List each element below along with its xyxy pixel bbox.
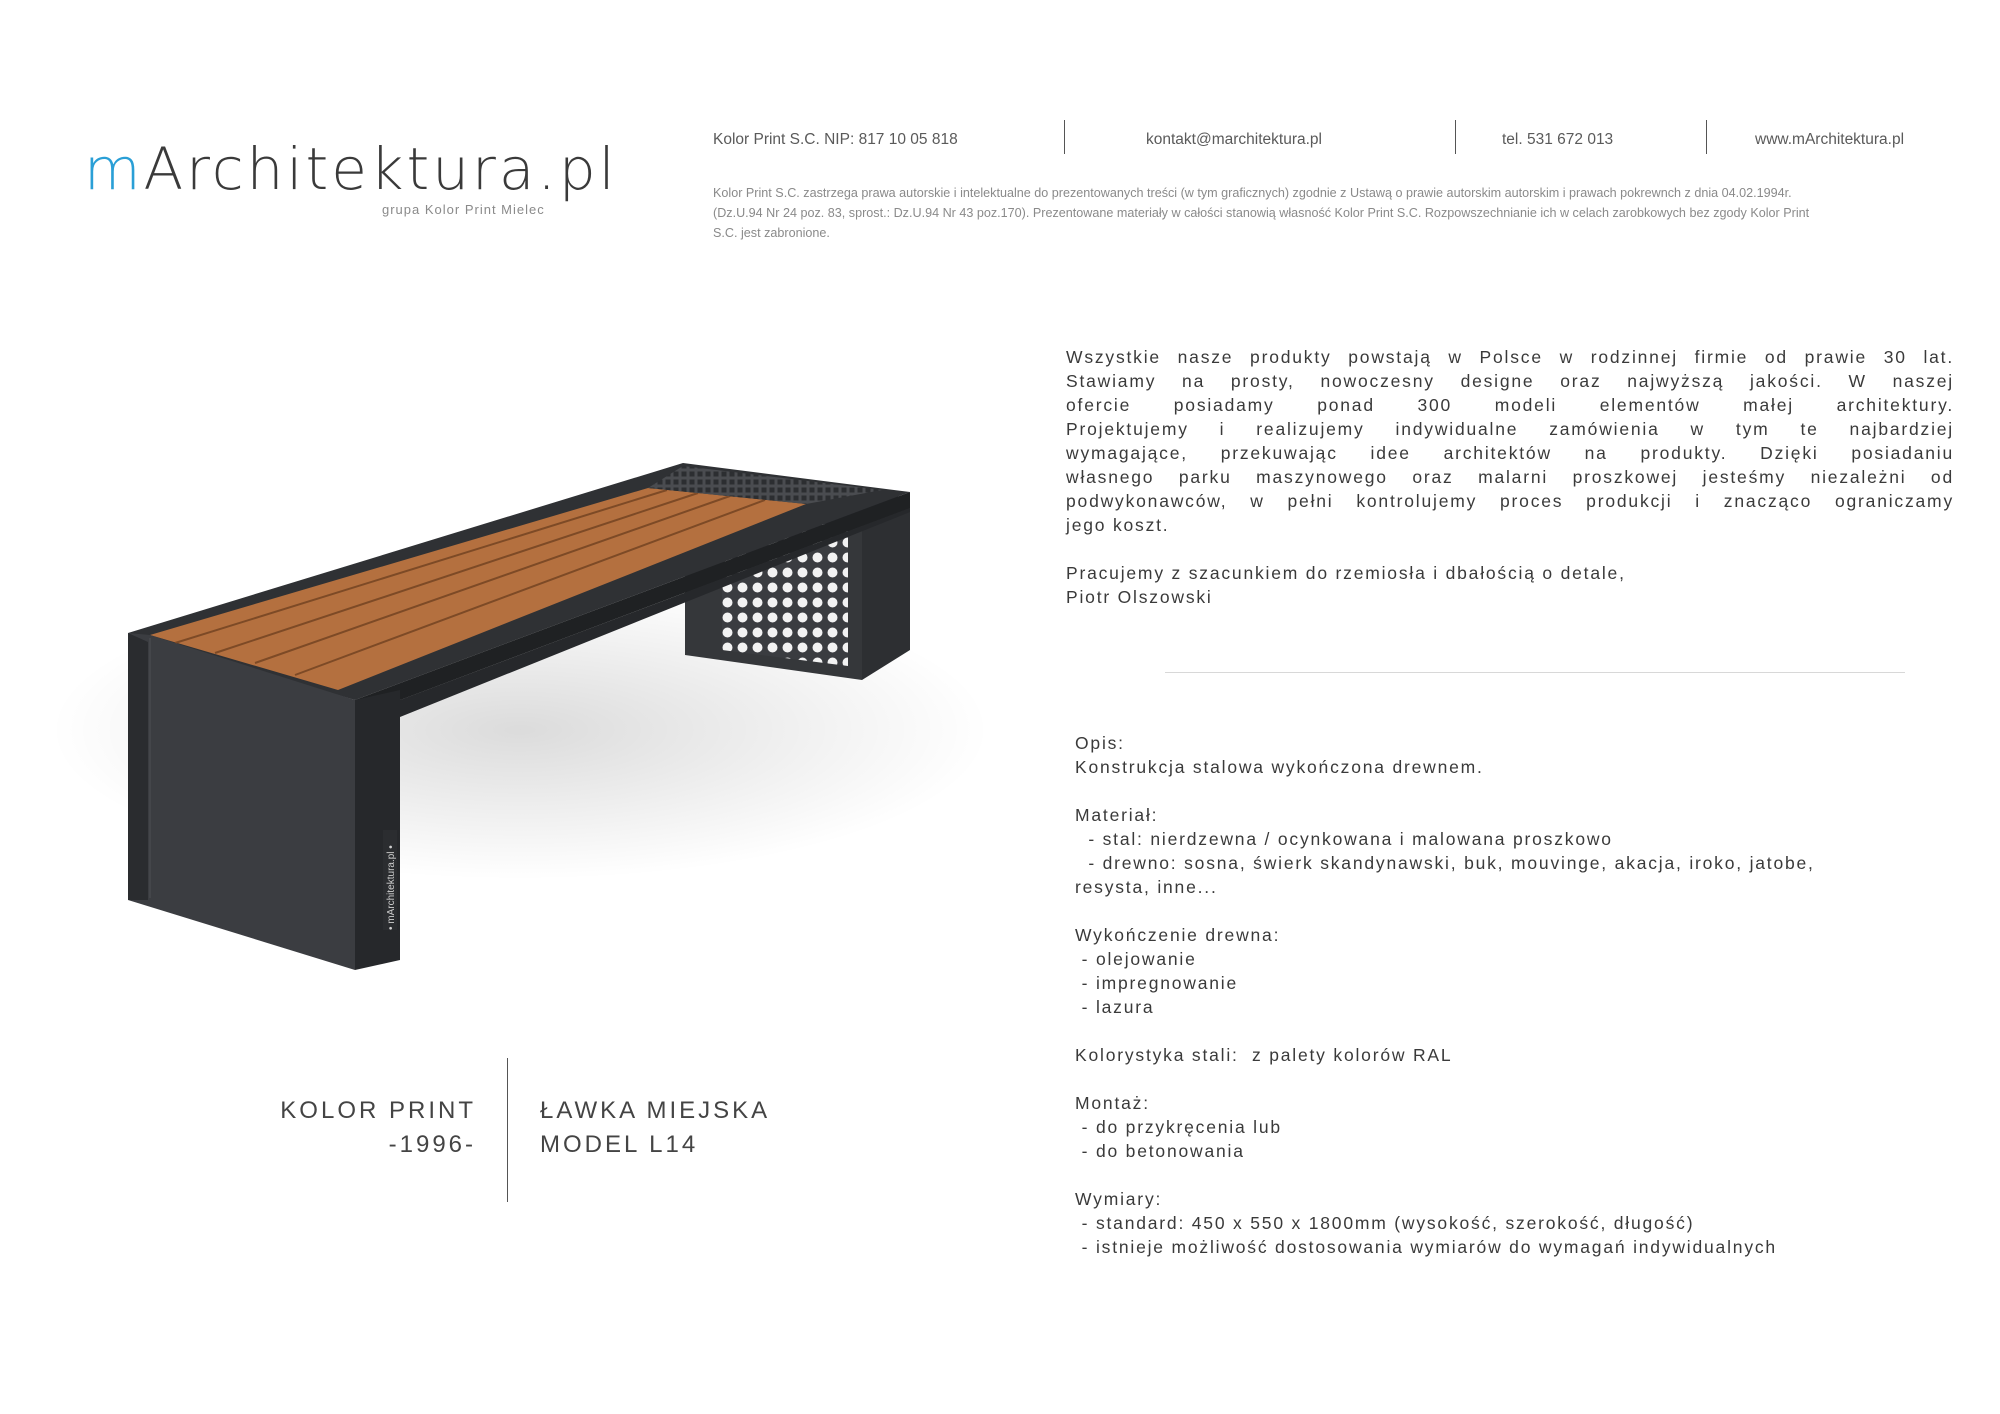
spec-line xyxy=(1075,899,1815,923)
caption-year: -1996- xyxy=(388,1131,476,1158)
section-divider xyxy=(1165,672,1905,673)
spec-line: - do przykręcenia lub xyxy=(1075,1117,1282,1137)
spec-line: - do betonowania xyxy=(1075,1141,1245,1161)
intro-line: Wszystkie nasze produkty powstają w Polsce w rodzinnej firmie od prawie 30 lat. xyxy=(1066,347,1954,367)
logo xyxy=(84,135,644,220)
spec-line: - istnieje możliwość dostosowania wymiarów do wymagań indywidualnych xyxy=(1075,1237,1777,1257)
bench-illustration xyxy=(0,430,1000,1030)
company-info: Kolor Print S.C. NIP: 817 10 05 818 xyxy=(713,131,958,148)
legal-notice xyxy=(713,183,1956,243)
phone-number: tel. 531 672 013 xyxy=(1502,131,1614,148)
intro-signature: Piotr Olszowski xyxy=(1066,587,1213,607)
header-separator xyxy=(1706,120,1707,154)
intro-line: ofercie posiadamy ponad 300 modeli elementów małej architektury. xyxy=(1066,395,1954,415)
spec-line: Konstrukcja stalowa wykończona drewnem. xyxy=(1075,757,1484,777)
intro-line: Stawiamy na prosty, nowoczesny designe oraz najwyższą jakości. W naszej xyxy=(1066,371,1954,391)
spec-line xyxy=(1075,1163,1815,1187)
spec-line: - impregnowanie xyxy=(1075,973,1239,993)
logo-wordmark xyxy=(84,135,644,203)
caption-model: MODEL L14 xyxy=(540,1131,699,1158)
spec-line: Montaż: xyxy=(1075,1093,1150,1113)
spec-line: - standard: 450 x 550 x 1800mm (wysokość, szerokość, długość) xyxy=(1075,1213,1695,1233)
spec-line: - lazura xyxy=(1075,997,1155,1017)
legal-line: Kolor Print S.C. zastrzega prawa autorskie i intelektualne do prezentowanych treści (w tym graficznych) zgodnie z Ustawą o prawie autorskim autorskim i prawach pokrewnch z dnia 04.02.1994r. xyxy=(713,186,1792,200)
logo-prefix: m xyxy=(84,135,144,203)
legal-line: (Dz.U.94 Nr 24 poz. 83, sprost.: Dz.U.94 Nr 43 poz.170). Prezentowane materiały w całości stanowią własność Kolor Print S.C. Rozpowszechnianie ich w celach zarobkowych bez zgody Kolor Print xyxy=(713,206,1810,220)
side-plate-text: • mArchitektura.pl • xyxy=(386,845,397,930)
spec-line: - stal: nierdzewna / ocynkowana i malowana proszkowo xyxy=(1075,829,1613,849)
spec-line xyxy=(1075,1067,1815,1091)
header-separator xyxy=(1455,120,1456,154)
intro-line: własnego parku maszynowego oraz malarni proszkowej jesteśmy niezależni od xyxy=(1066,467,1954,487)
logo-subtitle: grupa Kolor Print Mielec xyxy=(382,202,545,217)
spec-line: Wykończenie drewna: xyxy=(1075,925,1281,945)
spec-line: - drewno: sosna, świerk skandynawski, buk, mouvinge, akacja, iroko, jatobe, xyxy=(1075,853,1815,873)
intro-line: podwykonawców, w pełni kontrolujemy proces produkcji i znacząco ograniczamy xyxy=(1066,491,1954,511)
caption-separator xyxy=(507,1058,508,1202)
intro-line: jego koszt. xyxy=(1066,515,1170,535)
logo-name: Architektura.pl xyxy=(143,135,618,203)
legal-line: S.C. jest zabronione. xyxy=(713,226,830,240)
spec-line: - olejowanie xyxy=(1075,949,1197,969)
product-spec xyxy=(1075,731,1815,1259)
spec-line: resysta, inne... xyxy=(1075,877,1218,897)
website-link[interactable]: www.mArchitektura.pl xyxy=(1755,131,1905,148)
intro-closing: Pracujemy z szacunkiem do rzemiosła i dbałością o detale, xyxy=(1066,563,1626,583)
spec-line: Wymiary: xyxy=(1075,1189,1163,1209)
intro-line: Projektujemy i realizujemy indywidualne zamówienia w tym te najbardziej xyxy=(1066,419,1954,439)
spec-line: Opis: xyxy=(1075,733,1125,753)
spec-line xyxy=(1075,779,1815,803)
header-separator xyxy=(1064,120,1065,154)
spec-line: Materiał: xyxy=(1075,805,1159,825)
intro-line: wymagające, przekuwając idee architektów na produkty. Dzięki posiadaniu xyxy=(1066,443,1954,463)
caption-company: KOLOR PRINT xyxy=(280,1097,476,1124)
spec-line xyxy=(1075,1019,1815,1043)
email-link[interactable]: kontakt@marchitektura.pl xyxy=(1146,131,1322,148)
caption-product: ŁAWKA MIEJSKA xyxy=(540,1097,771,1124)
spec-line: Kolorystyka stali: z palety kolorów RAL xyxy=(1075,1045,1453,1065)
